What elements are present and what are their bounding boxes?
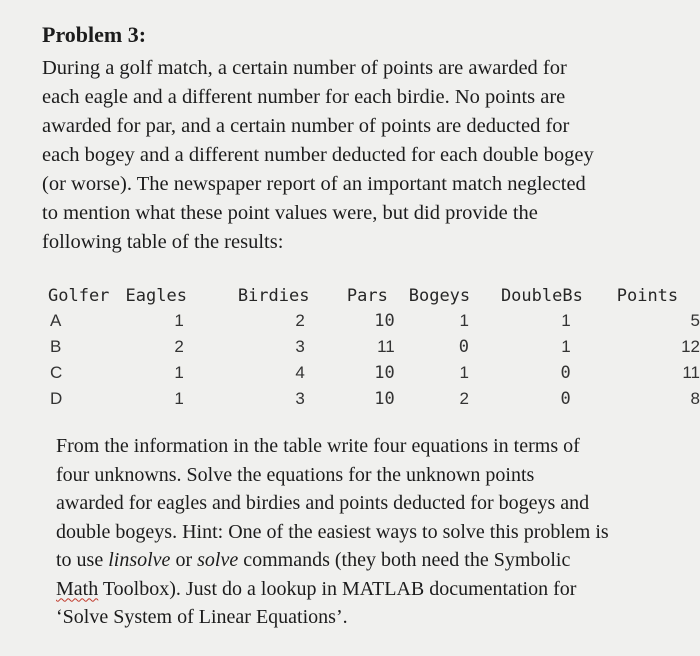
cell-bogeys: 2 — [459, 389, 469, 408]
problem-title: Problem 3: — [42, 22, 147, 47]
cell-pars: 10 — [374, 389, 395, 409]
cell-golfer: D — [50, 389, 63, 408]
cell-birdies: 3 — [295, 389, 305, 408]
table-row — [48, 334, 700, 360]
instruction-line: From the information in the table write four equations in terms of — [56, 435, 580, 457]
cell-points: 12 — [681, 337, 700, 356]
table-row — [48, 360, 700, 386]
cell-eagles: 1 — [174, 311, 184, 330]
header-birdies: Birdies — [237, 286, 310, 306]
instruction-line: four unknowns. Solve the equations for the unknown points — [56, 463, 535, 486]
cell-pars: 11 — [377, 337, 395, 356]
header-pars: Pars — [346, 286, 388, 306]
intro-line: each eagle and a different number for each birdie. No points are — [42, 86, 566, 108]
instruction-line — [56, 575, 686, 604]
instruction-line — [56, 546, 686, 575]
header-doublebs: DoubleBs — [500, 286, 583, 306]
cell-bogeys: 1 — [459, 311, 469, 330]
table-row — [48, 386, 700, 412]
intro-line: each bogey and a different number deducted for each double bogey — [42, 144, 594, 166]
cell-birdies: 3 — [295, 337, 305, 356]
cell-doublebs: 0 — [560, 363, 571, 383]
cell-pars: 10 — [374, 363, 395, 383]
cell-bogeys: 0 — [458, 337, 469, 357]
cell-doublebs: 1 — [561, 337, 571, 356]
instruction-line: double bogeys. Hint: One of the easiest ways to solve this problem is — [56, 520, 609, 543]
intro-line: During a golf match, a certain number of points are awarded for — [42, 57, 567, 79]
cell-points: 5 — [690, 311, 700, 330]
table-header-row — [48, 284, 700, 308]
results-table — [48, 284, 700, 412]
cell-eagles: 1 — [174, 389, 184, 408]
table-row — [48, 308, 700, 334]
instruction-text: Toolbox). Just do a lookup in MATLAB documentation for — [98, 577, 577, 600]
problem-intro — [42, 54, 682, 257]
cell-bogeys: 1 — [459, 363, 469, 382]
cell-eagles: 2 — [174, 337, 184, 356]
cell-golfer: A — [50, 311, 62, 330]
cell-eagles: 1 — [174, 363, 184, 382]
instruction-line: awarded for eagles and birdies and points deducted for bogeys and — [56, 492, 590, 514]
cell-pars: 10 — [374, 311, 395, 331]
header-points: Points — [616, 286, 679, 306]
intro-line: (or worse). The newspaper report of an important match neglected — [42, 173, 586, 195]
cell-birdies: 4 — [295, 363, 305, 382]
cell-points: 8 — [690, 389, 700, 408]
linsolve-command: linsolve — [108, 549, 171, 571]
instruction-text: to use — [56, 549, 109, 571]
header-bogeys: Bogeys — [408, 286, 471, 306]
cell-doublebs: 1 — [561, 311, 571, 330]
instruction-text: or — [170, 549, 198, 571]
cell-golfer: B — [50, 337, 62, 356]
spellcheck-word-math: Math — [56, 577, 99, 600]
cell-points: 11 — [682, 363, 700, 382]
cell-doublebs: 0 — [560, 389, 571, 409]
problem-instructions — [56, 432, 686, 632]
header-golfer: Golfer — [48, 286, 110, 306]
instruction-text: commands (they both need the Symbolic — [238, 549, 571, 571]
intro-line: awarded for par, and a certain number of points are deducted for — [42, 115, 570, 137]
instruction-line: ‘Solve System of Linear Equations’. — [56, 606, 348, 628]
intro-line: following table of the results: — [42, 231, 284, 253]
header-eagles: Eagles — [125, 286, 187, 306]
solve-command: solve — [197, 549, 239, 571]
cell-birdies: 2 — [295, 311, 305, 330]
intro-line: to mention what these point values were, but did provide the — [42, 202, 538, 224]
cell-golfer: C — [50, 363, 63, 382]
